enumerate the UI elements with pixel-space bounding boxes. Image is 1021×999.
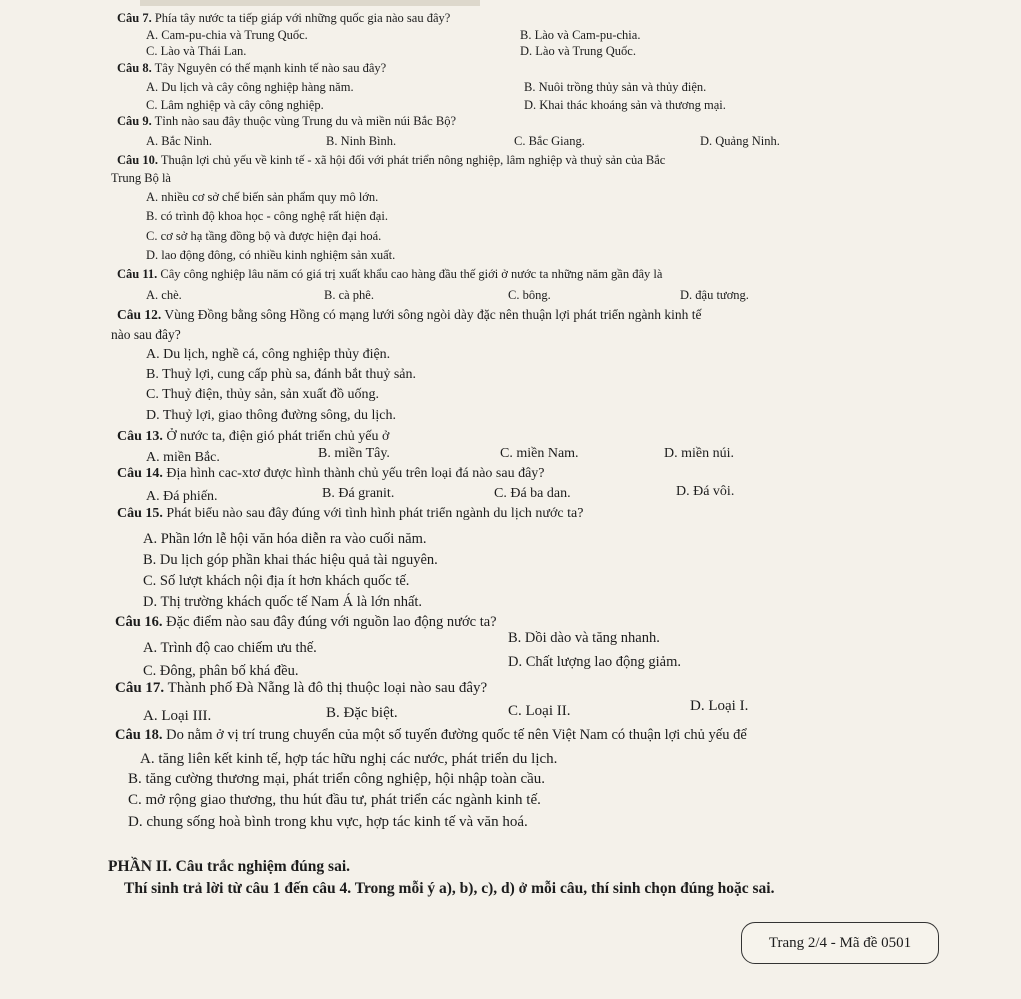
q12-option-c: C. Thuỷ điện, thủy sản, sản xuất đồ uống. — [146, 387, 380, 402]
question-17: Câu 17. Thành phố Đà Nẵng là đô thị thuộc loại nào sau đây? — [115, 680, 488, 696]
q11-option-c: C. bông. — [508, 288, 551, 302]
q11-option-b: B. cà phê. — [324, 288, 374, 302]
q13-option-a: A. miền Bắc. — [146, 450, 220, 465]
q15-option-c: C. Số lượt khách nội địa ít hơn khách quốc tế. — [143, 573, 410, 589]
q8-option-d: D. Khai thác khoáng sản và thương mại. — [524, 98, 726, 112]
q12-option-a: A. Du lịch, nghề cá, công nghiệp thủy điện. — [146, 347, 391, 362]
q18-option-c: C. mở rộng giao thương, thu hút đầu tư, phát triển các ngành kinh tế. — [128, 792, 541, 808]
question-14: Câu 14. Địa hình cac-xtơ được hình thành chủ yếu trên loại đá nào sau đây? — [117, 466, 545, 481]
question-8: Câu 8. Tây Nguyên có thế mạnh kinh tế nào sau đây? — [117, 61, 387, 75]
q18-option-b: B. tăng cường thương mại, phát triển công nghiệp, hội nhập toàn cầu. — [128, 771, 546, 787]
q13-option-c: C. miền Nam. — [500, 446, 579, 461]
q8-option-c: C. Lâm nghiệp và cây công nghiệp. — [146, 98, 324, 112]
question-12-cont: nào sau đây? — [111, 327, 181, 342]
q12-option-d: D. Thuỷ lợi, giao thông đường sông, du lịch. — [146, 408, 397, 423]
q9-option-b: B. Ninh Bình. — [326, 134, 397, 148]
q18-option-a: A. tăng liên kết kinh tế, hợp tác hữu nghị các nước, phát triển du lịch. — [140, 751, 558, 767]
q8-option-b: B. Nuôi trồng thủy sản và thủy điện. — [524, 80, 707, 94]
question-11: Câu 11. Cây công nghiệp lâu năm có giá trị xuất khẩu cao hàng đầu thế giới ở nước ta những năm gần đây là — [117, 267, 663, 281]
q11-option-a: A. chè. — [146, 288, 182, 302]
q16-option-b: B. Dồi dào và tăng nhanh. — [508, 630, 660, 646]
q18-option-d: D. chung sống hoà bình trong khu vực, hợp tác kinh tế và văn hoá. — [128, 814, 528, 830]
question-12: Câu 12. Vùng Đồng bằng sông Hồng có mạng lưới sông ngòi dày đặc nên thuận lợi phát triển ngành kinh tế — [117, 307, 702, 322]
q13-option-d: D. miền núi. — [664, 446, 734, 461]
q9-option-c: C. Bắc Giang. — [514, 134, 585, 148]
q7-option-c: C. Lào và Thái Lan. — [146, 44, 247, 58]
q17-option-b: B. Đặc biệt. — [326, 705, 398, 721]
q7-option-b: B. Lào và Cam-pu-chia. — [520, 28, 641, 42]
q10-option-a: A. nhiều cơ sở chế biến sản phẩm quy mô lớn. — [146, 190, 379, 204]
question-7: Câu 7. Phía tây nước ta tiếp giáp với những quốc gia nào sau đây? — [117, 11, 451, 25]
q16-option-c: C. Đông, phân bố khá đều. — [143, 663, 299, 679]
top-cut-fragment — [140, 0, 480, 6]
question-15: Câu 15. Phát biểu nào sau đây đúng với tình hình phát triển ngành du lịch nước ta? — [117, 506, 584, 521]
question-10-cont: Trung Bộ là — [111, 171, 171, 185]
q15-option-d: D. Thị trường khách quốc tế Nam Á là lớn nhất. — [143, 594, 423, 610]
q12-option-b: B. Thuỷ lợi, cung cấp phù sa, đánh bắt thuỷ sản. — [146, 367, 416, 382]
q14-option-b: B. Đá granit. — [322, 486, 395, 501]
question-18: Câu 18. Do nằm ở vị trí trung chuyển của một số tuyến đường quốc tế nên Việt Nam có thuận lợi chủ yếu để — [115, 727, 747, 743]
q16-option-a: A. Trình độ cao chiếm ưu thế. — [143, 640, 317, 656]
page-footer — [741, 922, 939, 964]
q7-option-d: D. Lào và Trung Quốc. — [520, 44, 636, 58]
q11-option-d: D. đậu tương. — [680, 288, 749, 302]
q15-option-a: A. Phần lớn lễ hội văn hóa diễn ra vào cuối năm. — [143, 531, 427, 547]
q9-option-a: A. Bắc Ninh. — [146, 134, 212, 148]
question-9: Câu 9. Tỉnh nào sau đây thuộc vùng Trung du và miền núi Bắc Bộ? — [117, 114, 456, 128]
q16-option-d: D. Chất lượng lao động giảm. — [508, 654, 681, 670]
q7-option-a: A. Cam-pu-chia và Trung Quốc. — [146, 28, 308, 42]
q17-option-c: C. Loại II. — [508, 703, 571, 719]
q14-option-c: C. Đá ba dan. — [494, 486, 571, 501]
q9-option-d: D. Quảng Ninh. — [700, 134, 780, 148]
part-2-title: PHẦN II. Câu trắc nghiệm đúng sai. — [108, 858, 350, 875]
q17-option-a: A. Loại III. — [143, 708, 212, 724]
question-13: Câu 13. Ở nước ta, điện gió phát triển chủ yếu ở — [117, 429, 390, 444]
q10-option-c: C. cơ sở hạ tầng đồng bộ và được hiện đại hoá. — [146, 229, 382, 243]
q17-option-d: D. Loại I. — [690, 698, 749, 714]
q13-option-b: B. miền Tây. — [318, 446, 390, 461]
q15-option-b: B. Du lịch góp phần khai thác hiệu quả tài nguyên. — [143, 552, 438, 568]
q14-option-a: A. Đá phiến. — [146, 489, 218, 504]
q10-option-d: D. lao động đông, có nhiều kinh nghiệm sản xuất. — [146, 248, 396, 262]
q10-option-b: B. có trình độ khoa học - công nghệ rất hiện đại. — [146, 209, 388, 223]
q14-option-d: D. Đá vôi. — [676, 484, 735, 499]
question-10: Câu 10. Thuận lợi chủ yếu về kinh tế - xã hội đối với phát triển nông nghiệp, lâm nghiệp và thuỷ sản của Bắc — [117, 153, 666, 167]
question-16: Câu 16. Đặc điểm nào sau đây đúng với nguồn lao động nước ta? — [115, 614, 497, 630]
page-number-label: Trang 2/4 - Mã đề 0501 — [768, 934, 912, 951]
q8-option-a: A. Du lịch và cây công nghiệp hàng năm. — [146, 80, 354, 94]
part-2-instruction: Thí sinh trả lời từ câu 1 đến câu 4. Trong mỗi ý a), b), c), d) ở mỗi câu, thí sinh chọn đúng hoặc sai. — [124, 880, 775, 897]
